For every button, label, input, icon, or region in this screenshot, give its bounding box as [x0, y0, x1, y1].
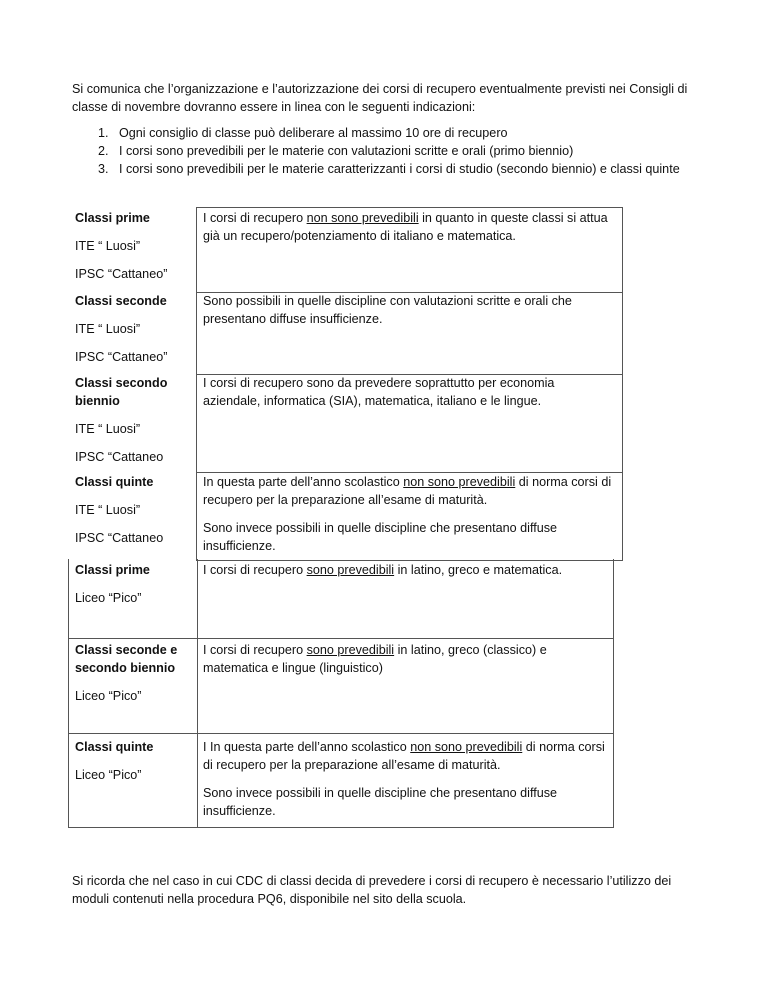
- indications-list: [72, 124, 692, 178]
- school-name: Liceo “Pico”: [75, 689, 142, 703]
- table-row-text: I corsi di recupero non sono prevedibili in quanto in queste classi si attua già un recupero/potenziamento di italiano e matematica.: [203, 211, 608, 243]
- table-row-text: I In questa parte dell’anno scolastico non sono prevedibili di norma corsi di recupero per la preparazione all’esame di maturità. Sono invece possibili in quelle discipline che presentano diffuse insufficienze.: [203, 740, 605, 818]
- class-name: Classi quinte: [75, 475, 154, 489]
- school-name: IPSC “Cattaneo: [75, 531, 164, 545]
- closing-paragraph: [72, 872, 702, 908]
- class-name: Classi seconde e secondo biennio: [75, 643, 178, 675]
- table-row-label: [75, 292, 195, 366]
- table-row-label: [75, 738, 195, 784]
- table-row-label: [75, 209, 195, 283]
- list-item: 1. Ogni consiglio di classe può deliberare al massimo 10 ore di recupero: [98, 126, 508, 140]
- class-name: Classi seconde: [75, 294, 167, 308]
- intro-text: Si comunica che l’organizzazione e l’autorizzazione dei corsi di recupero eventualmente previsti nei Consigli di classe di novembre dovranno essere in linea con le seguenti indicazioni:: [72, 82, 688, 114]
- table-row-label: [75, 473, 195, 547]
- class-name: Classi prime: [75, 211, 150, 225]
- class-name: Classi quinte: [75, 740, 154, 754]
- table-row-text: Sono possibili in quelle discipline con valutazioni scritte e orali che presentano diffuse insufficienze.: [203, 294, 572, 326]
- school-name: Liceo “Pico”: [75, 768, 142, 782]
- table-row-text: I corsi di recupero sono prevedibili in latino, greco e matematica.: [203, 563, 563, 577]
- school-name: IPSC “Cattaneo”: [75, 267, 168, 281]
- table-row-label: [75, 641, 195, 705]
- table-row-label: [75, 561, 195, 607]
- class-name: Classi secondo biennio: [75, 376, 168, 408]
- school-name: ITE “ Luosi”: [75, 322, 141, 336]
- list-item: 3. I corsi sono prevedibili per le materie caratterizzanti i corsi di studio (secondo biennio) e classi quinte: [98, 162, 680, 176]
- school-name: Liceo “Pico”: [75, 591, 142, 605]
- list-item: 2. I corsi sono prevedibili per le materie con valutazioni scritte e orali (primo biennio): [98, 144, 574, 158]
- class-name: Classi prime: [75, 563, 150, 577]
- school-name: ITE “ Luosi”: [75, 422, 141, 436]
- school-name: IPSC “Cattaneo: [75, 450, 164, 464]
- school-name: ITE “ Luosi”: [75, 503, 141, 517]
- table-row-label: [75, 374, 195, 466]
- table-row-text: I corsi di recupero sono prevedibili in latino, greco (classico) e matematica e lingue (linguistico): [203, 643, 547, 675]
- school-name: ITE “ Luosi”: [75, 239, 141, 253]
- table-row-text: I corsi di recupero sono da prevedere soprattutto per economia aziendale, informatica (SIA), matematica, italiano e le lingue.: [203, 376, 555, 408]
- closing-text: Si ricorda che nel caso in cui CDC di classi decida di prevedere i corsi di recupero è necessario l’utilizzo dei moduli contenuti nella procedura PQ6, disponibile nel sito della scuola.: [72, 874, 672, 906]
- intro-paragraph: [72, 80, 702, 116]
- table-row-text: In questa parte dell’anno scolastico non sono prevedibili di norma corsi di recupero per la preparazione all’esame di maturità. Sono invece possibili in quelle discipline che presentano diffuse insufficienze.: [203, 475, 612, 553]
- school-name: IPSC “Cattaneo”: [75, 350, 168, 364]
